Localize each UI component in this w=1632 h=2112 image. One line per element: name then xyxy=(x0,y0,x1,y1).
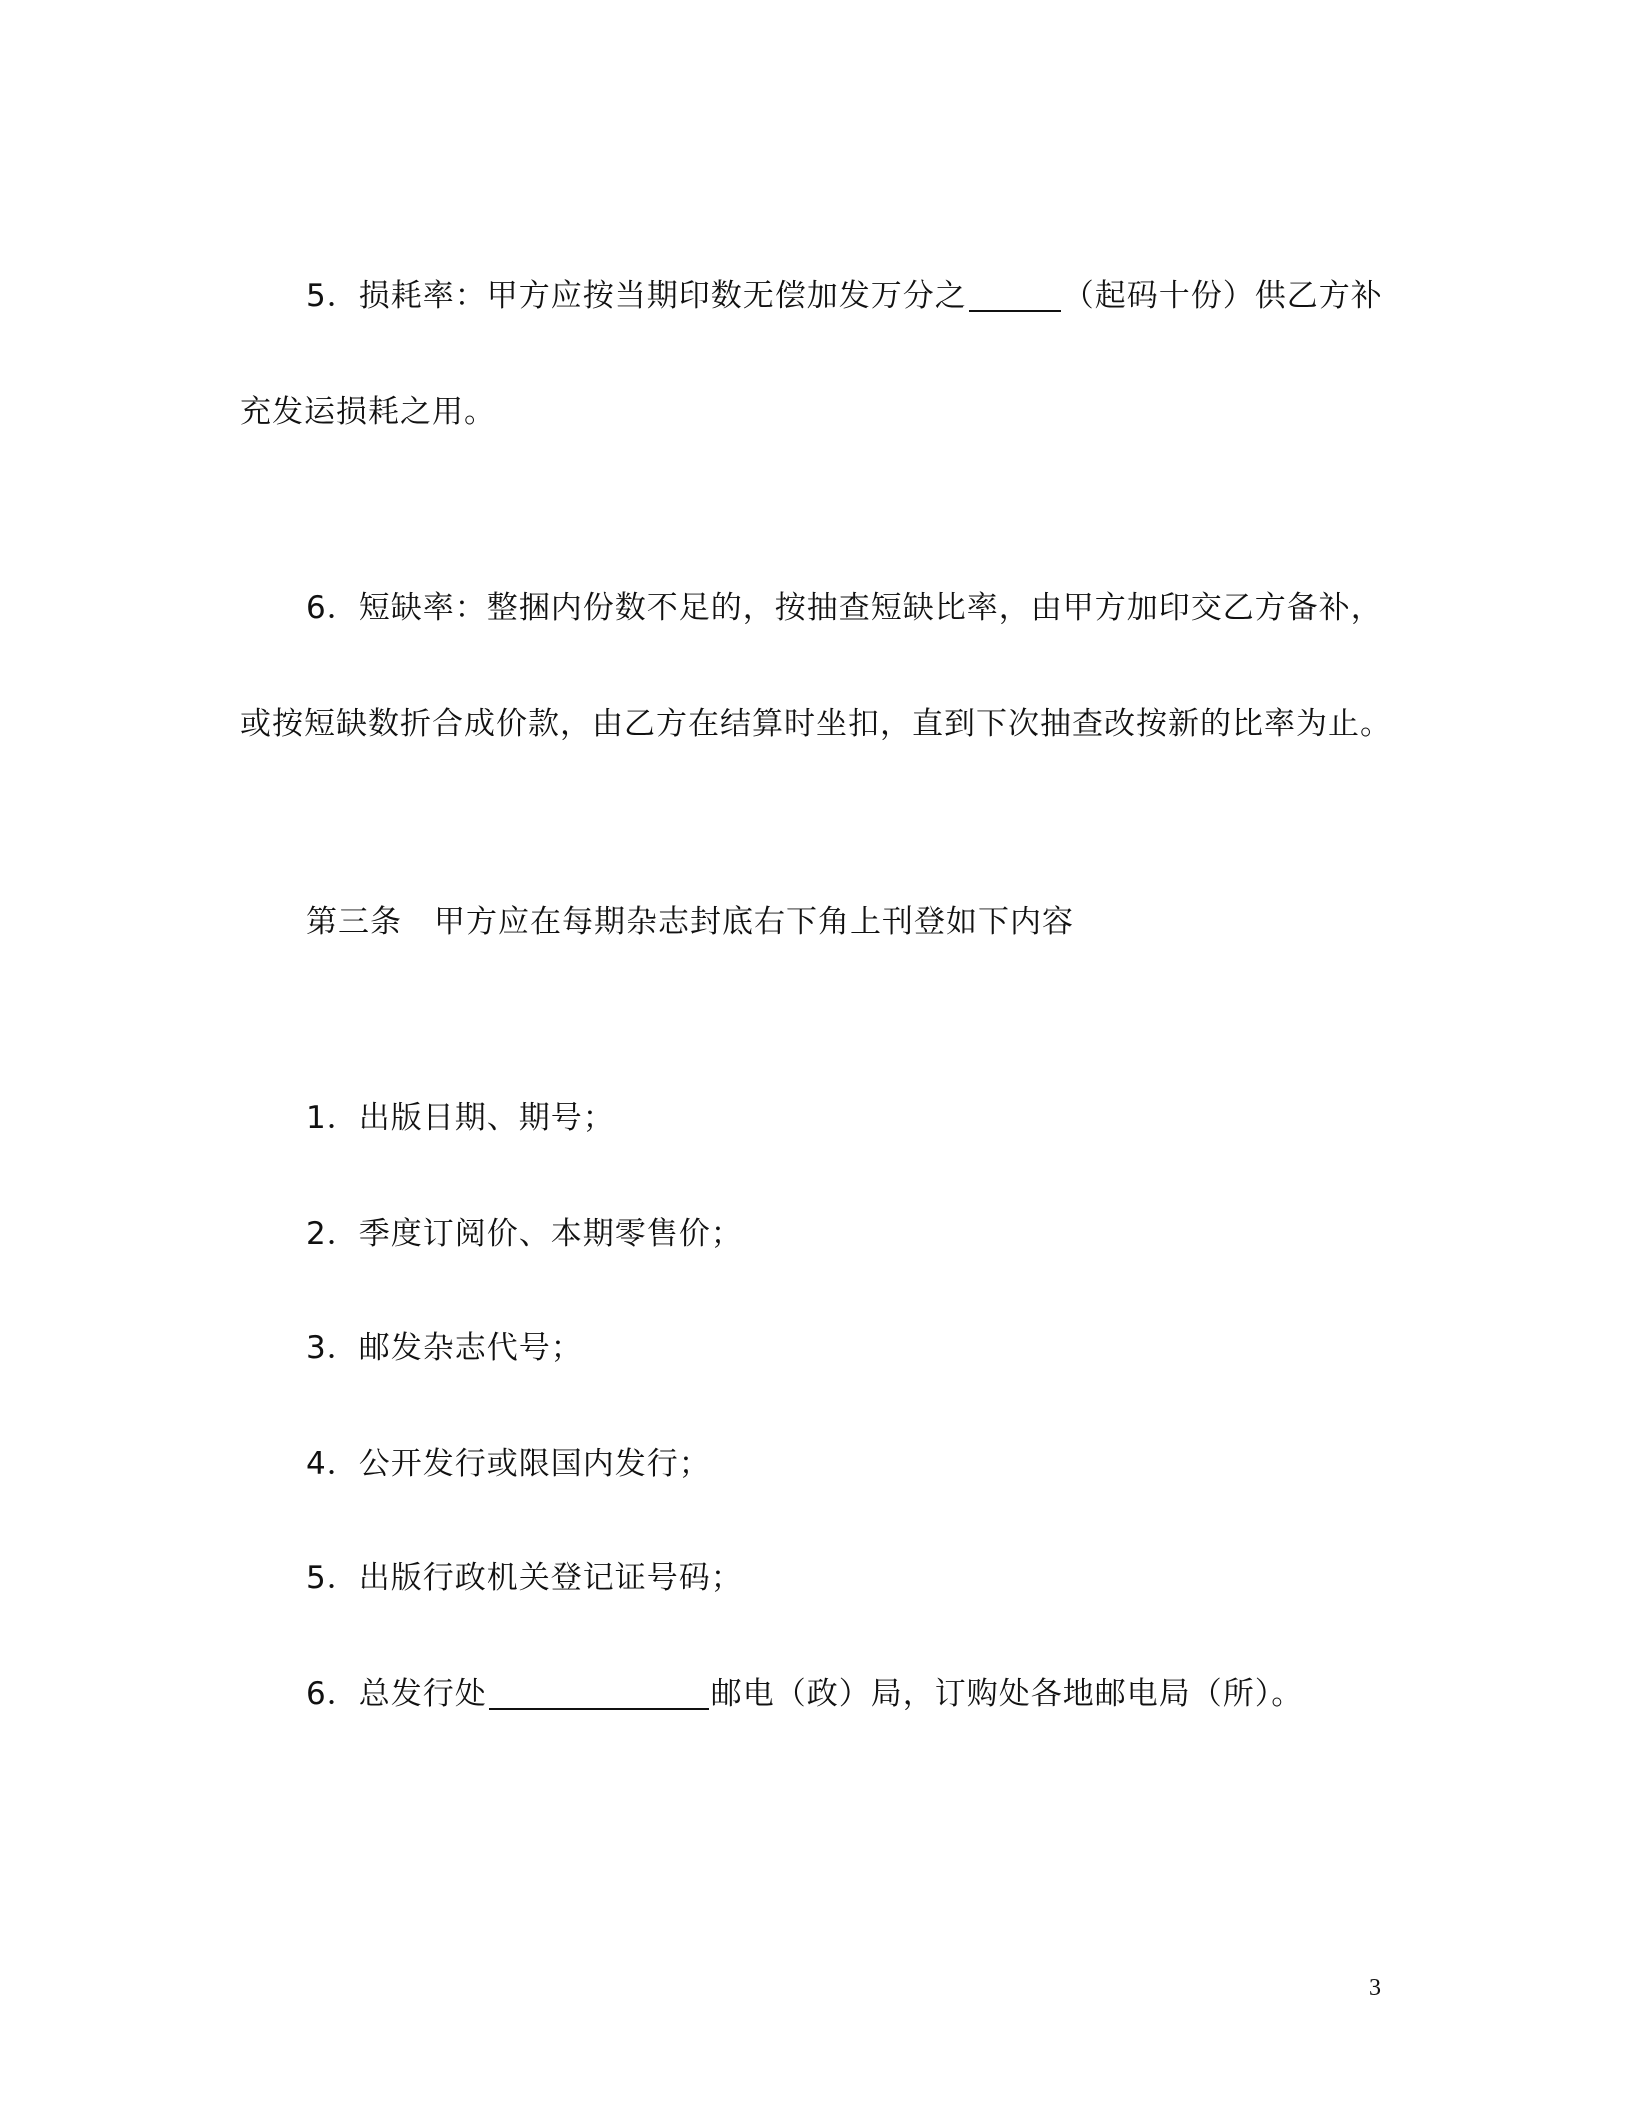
article3-item-1: 1．出版日期、期号； xyxy=(306,1100,615,1136)
item6-shortage-line1: 6．短缺率：整捆内份数不足的，按抽查短缺比率，由甲方加印交乙方备补， xyxy=(306,590,1383,626)
item5-loss-rate xyxy=(306,276,1383,316)
fill-in-blank-distributor xyxy=(489,1678,709,1710)
item5-continuation: 充发运损耗之用。 xyxy=(240,394,496,430)
article3-item6-text-after: 邮电（政）局，订购处各地邮电局（所）。 xyxy=(710,1676,1304,1712)
article3-item-3: 3．邮发杂志代号； xyxy=(306,1330,583,1366)
article3-item-5: 5．出版行政机关登记证号码； xyxy=(306,1560,743,1596)
item5-text-after: （起码十份）供乙方补 xyxy=(1062,278,1383,314)
article3-item-6 xyxy=(306,1674,1303,1714)
fill-in-blank-loss xyxy=(969,280,1061,312)
item6-shortage-line2: 或按短缺数折合成价款，由乙方在结算时坐扣，直到下次抽查改按新的比率为止。 xyxy=(240,706,1392,742)
page-number: 3 xyxy=(1369,1975,1381,2001)
article3-item6-text-before: 6．总发行处 xyxy=(306,1676,487,1712)
article3-item-4: 4．公开发行或限国内发行； xyxy=(306,1446,711,1482)
article3-item-2: 2．季度订阅价、本期零售价； xyxy=(306,1216,743,1252)
article3-heading: 第三条 甲方应在每期杂志封底右下角上刊登如下内容 xyxy=(306,904,1074,940)
item5-text-before: 5．损耗率：甲方应按当期印数无偿加发万分之 xyxy=(306,278,967,314)
